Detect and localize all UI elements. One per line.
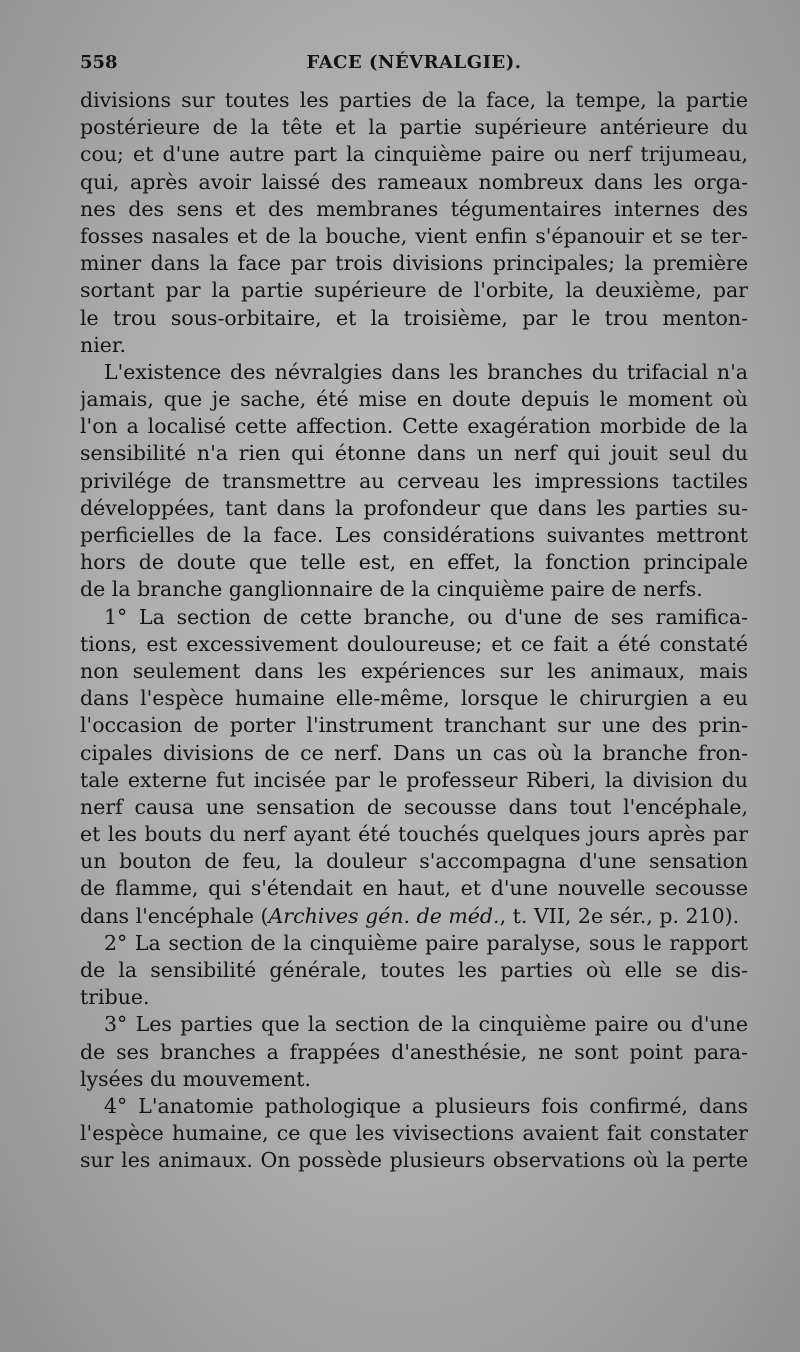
text-line: 1° La section de cette branche, ou d'une de ses ramifica- [104,604,748,629]
text-line: perficielles de la face. Les considérations suivantes mettront [80,523,748,547]
text-line: fosses nasales et de la bouche, vient enfin s'épanouir et se ter- [80,223,748,248]
text-line: cipales divisions de ce nerf. Dans un cas où la branche fron- [80,740,748,765]
text-line: tale externe fut incisée par le professeur Riberi, la division du [80,767,748,792]
text-line [80,903,748,930]
text-line: le trou sous-orbitaire, et la troisième, par le trou menton- [80,305,748,330]
text-line: l'espèce humaine, ce que les vivisections avaient fait constater [80,1121,748,1146]
text-line: l'occasion de porter l'instrument tranchant sur une des prin- [80,713,748,738]
text-line: postérieure de la tête et la partie supérieure antérieure du [80,115,748,140]
text-line: 2° La section de la cinquième paire paralyse, sous le rapport [104,930,748,955]
text-line: tions, est excessivement douloureuse; et ce fait a été constaté [80,631,748,656]
text-line: 4° L'anatomie pathologique a plusieurs fois confirmé, dans [104,1093,748,1118]
text-line: 3° Les parties que la section de la cinquième paire ou d'une [104,1012,748,1037]
text-line: de la branche ganglionnaire de la cinquième paire de nerfs. [80,577,703,602]
citation-italic: Archives gén. de méd. [268,903,500,928]
text-line: sortant par la partie supérieure de l'orbite, la deuxième, par [80,278,748,303]
text-line: non seulement dans les expériences sur les animaux, mais [80,658,748,683]
text-line: cou; et d'une autre part la cinquième paire ou nerf trijumeau, [80,142,748,167]
text-line: tribue. [80,985,150,1010]
body-text [80,87,748,1175]
page-header [80,52,748,86]
text-segment: , t. VII, 2e sér., p. 210). [499,903,740,928]
text-line: nier. [80,332,126,357]
text-line: développées, tant dans la profondeur que dans les parties su- [80,495,748,520]
text-line: privilége de transmettre au cerveau les impressions tactiles [80,468,748,493]
text-line: lysées du mouvement. [80,1066,312,1091]
text-line: nerf causa une sensation de secousse dans tout l'encéphale, [80,794,748,819]
page-number: 558 [80,52,118,73]
text-line: sensibilité n'a rien qui étonne dans un nerf qui jouit seul du [80,441,748,466]
text-line: de la sensibilité générale, toutes les parties où elle se dis- [80,958,748,982]
text-line: et les bouts du nerf ayant été touchés quelques jours après par [80,822,748,847]
text-line: sur les animaux. On possède plusieurs observations où la perte [80,1148,748,1173]
text-line: jamais, que je sache, été mise en doute depuis le moment où [80,387,748,412]
text-segment: dans l'encéphale ( [80,903,269,928]
text-line: un bouton de feu, la douleur s'accompagna d'une sensation [80,849,748,874]
text-line: divisions sur toutes les parties de la face, la tempe, la partie [80,88,748,112]
running-head: FACE (NÉVRALGIE). [306,52,522,73]
text-line: miner dans la face par trois divisions principales; la première [80,251,748,276]
text-line: de flamme, qui s'étendait en haut, et d'une nouvelle secousse [80,876,748,901]
text-line: l'on a localisé cette affection. Cette exagération morbide de la [80,414,748,439]
text-line: hors de doute que telle est, en effet, la fonction principale [80,550,748,575]
text-line: L'existence des névralgies dans les branches du trifacial n'a [104,359,748,384]
text-line: dans l'espèce humaine elle-même, lorsque le chirurgien a eu [80,686,748,711]
text-line: qui, après avoir laissé des rameaux nombreux dans les orga- [80,169,748,194]
text-line: de ses branches a frappées d'anesthésie, ne sont point para- [80,1039,748,1064]
text-line: nes des sens et des membranes tégumentaires internes des [80,196,748,221]
